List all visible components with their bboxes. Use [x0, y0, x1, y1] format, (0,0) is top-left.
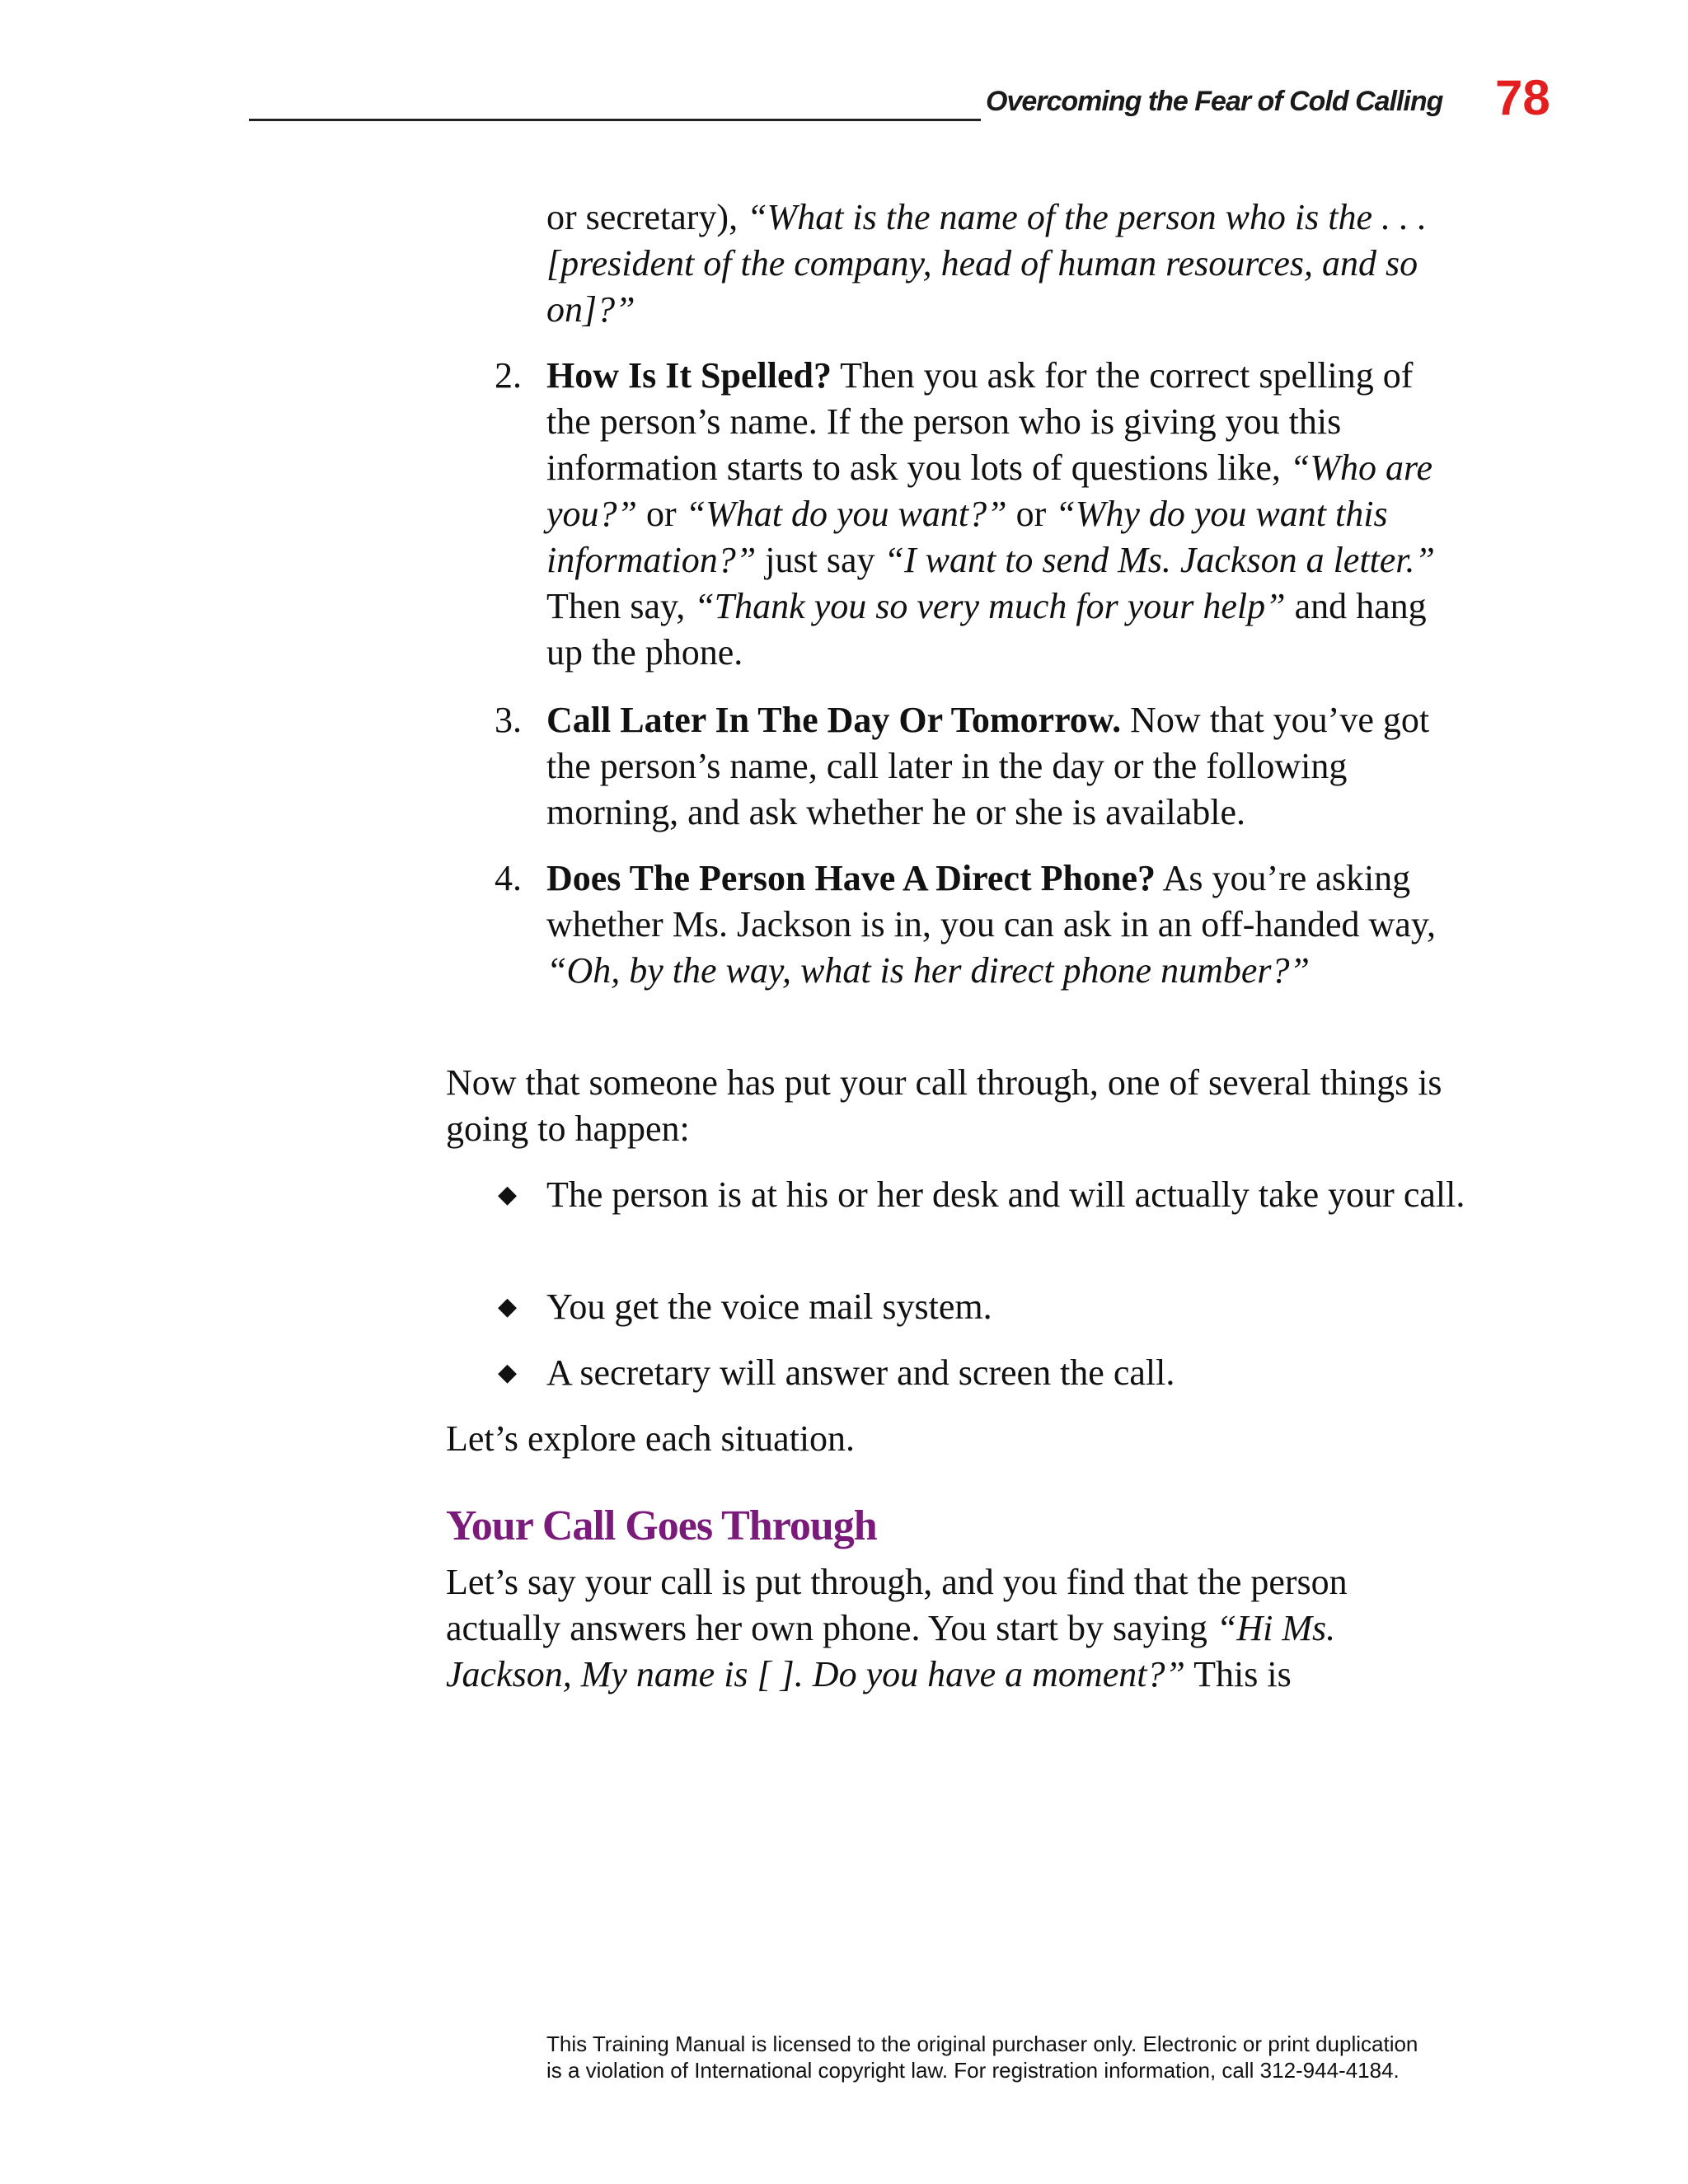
list-item-title: Call Later In The Day Or Tomorrow.: [546, 700, 1122, 740]
explore-paragraph: Let’s explore each situation.: [446, 1418, 856, 1459]
list-item-2: How Is It Spelled? Then you ask for the correct spelling of the person’s name. If the person who is giving you this information starts to ask you lots of questions like, “Who are you?” or “What do you want?” or “Why do you want this information?” just say “I want to send Ms. Jackson a letter.” Then say, “Thank you so very much for your help” and hang up the phone.: [546, 355, 1436, 673]
list-number: 4.: [495, 858, 522, 898]
header-rule: [249, 119, 981, 121]
list-number: 3.: [495, 700, 522, 740]
list-item-title: How Is It Spelled?: [546, 355, 832, 396]
page-number: 78: [1495, 70, 1550, 125]
list-item-4: Does The Person Have A Direct Phone? As you’re asking whether Ms. Jackson is in, you can ask in an off-handed way, “Oh, by the way, what is her direct phone number?”: [546, 858, 1436, 991]
diamond-bullet-icon: ◆: [498, 1181, 518, 1208]
section-paragraph: Let’s say your call is put through, and you find that the person actually answers her own phone. You start by saying “Hi Ms. Jackson, My name is [ ]. Do you have a moment?” This is: [446, 1562, 1348, 1694]
copyright-footer: [546, 2031, 1478, 2083]
intro-paragraph: Now that someone has put your call through, one of several things is going to happen:: [446, 1062, 1442, 1149]
list-number: 2.: [495, 355, 522, 396]
bullet-item: The person is at his or her desk and will actually take your call.: [546, 1174, 1465, 1215]
running-title: Overcoming the Fear of Cold Calling: [986, 86, 1443, 117]
list-item-title: Does The Person Have A Direct Phone?: [546, 858, 1156, 898]
footer-line: is a violation of International copyright law. For registration information, call 312-944-4184.: [546, 2058, 1400, 2083]
footer-line: This Training Manual is licensed to the original purchaser only. Electronic or print duplication: [546, 2032, 1418, 2056]
list-item-1-continuation: or secretary), “What is the name of the person who is the . . . [president of the company, head of human resources, and so on]?”: [546, 197, 1428, 330]
section-heading: Your Call Goes Through: [446, 1502, 877, 1549]
list-item-3: Call Later In The Day Or Tomorrow. Now that you’ve got the person’s name, call later in the day or the following morning, and ask whether he or she is available.: [546, 700, 1430, 832]
bullet-item: You get the voice mail system.: [546, 1286, 992, 1327]
diamond-bullet-icon: ◆: [498, 1359, 518, 1386]
diamond-bullet-icon: ◆: [498, 1293, 518, 1320]
bullet-item: A secretary will answer and screen the call.: [546, 1352, 1175, 1393]
